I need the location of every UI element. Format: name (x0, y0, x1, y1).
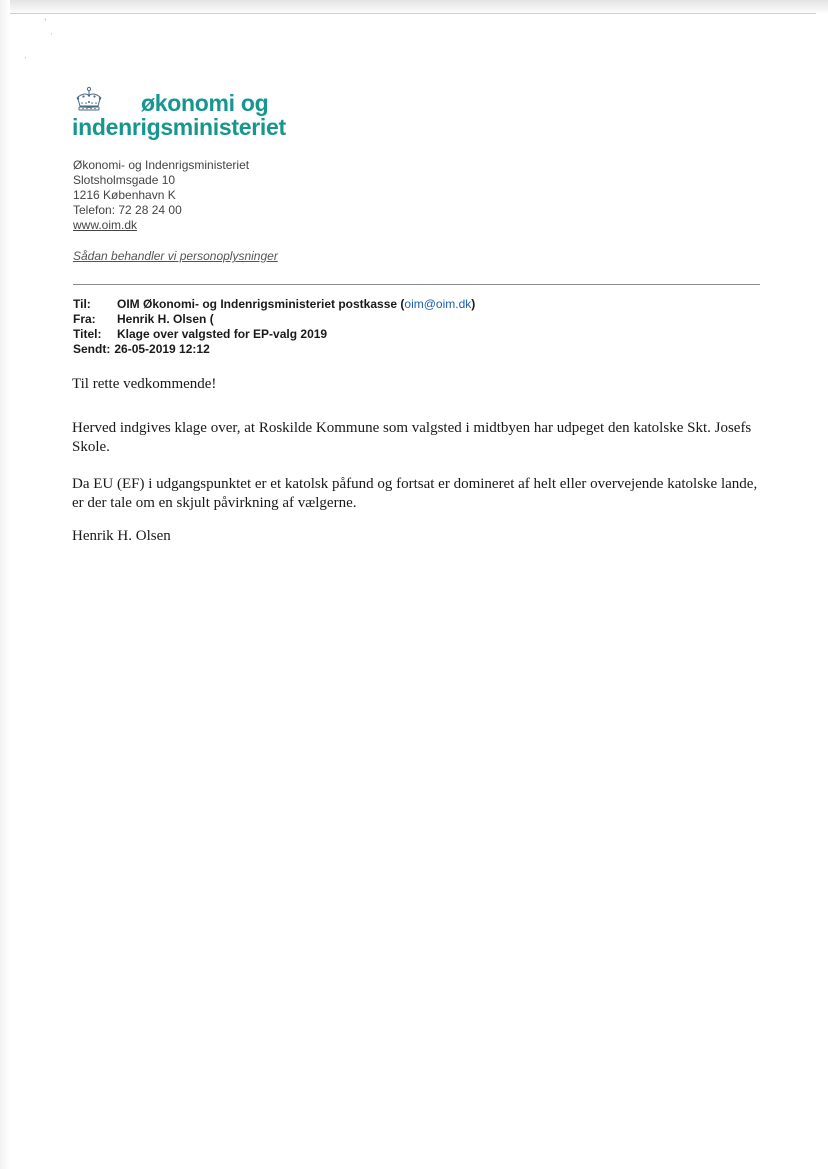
header-divider (73, 284, 760, 285)
website-link[interactable]: www.oim.dk (73, 218, 138, 232)
email-sent-label: Sendt: (73, 342, 111, 356)
email-header (73, 297, 475, 357)
scan-edge-line (0, 13, 816, 14)
logo-text-line1: økonomi og (141, 90, 269, 116)
sender-city: 1216 København K (73, 188, 176, 202)
email-paragraph-1: Herved indgives klage over, at Roskilde Kommune som valgsted i midtbyen har udpeget den katolske Skt. Josefs Skole. (72, 420, 752, 455)
royal-crown-icon (73, 86, 105, 114)
scan-left-shadow (0, 0, 10, 1169)
email-to-address-link[interactable]: oim@oim.dk (404, 297, 472, 311)
scan-speck: ʻ (44, 18, 47, 28)
email-to-close: ) (471, 297, 476, 311)
ministry-logo (72, 84, 286, 142)
email-sent-value: 26-05-2019 12:12 (114, 342, 210, 356)
email-to-row (73, 297, 475, 312)
sender-address-block (73, 158, 249, 233)
logo-text-line2: indenrigsministeriet (72, 114, 286, 140)
scan-speck: · (50, 30, 53, 40)
email-signature: Henrik H. Olsen (72, 528, 171, 544)
sender-phone: Telefon: 72 28 24 00 (73, 203, 182, 217)
email-from-row (73, 312, 475, 327)
scan-speck: · (24, 54, 27, 64)
email-greeting: Til rette vedkommende! (72, 376, 217, 392)
email-from-label: Fra: (73, 312, 96, 326)
email-subject-label: Titel: (73, 327, 102, 341)
email-paragraph-2: Da EU (EF) i udgangspunktet er et katolsk påfund og fortsat er domineret af helt eller overvejende katolske lande, er der tale om en skjult påvirkning af vælgerne. (72, 476, 758, 511)
email-from-value: Henrik H. Olsen ( (117, 312, 214, 326)
email-to-label: Til: (73, 297, 91, 311)
privacy-policy-link[interactable]: Sådan behandler vi personoplysninger (73, 249, 278, 263)
email-subject-value: Klage over valgsted for EP-valg 2019 (117, 327, 328, 341)
email-subject-row (73, 327, 475, 342)
email-to-value: OIM Økonomi- og Indenrigsministeriet postkasse ( (117, 297, 405, 311)
sender-name: Økonomi- og Indenrigsministeriet (73, 158, 250, 172)
email-sent-row (73, 342, 475, 357)
scan-top-edge (0, 0, 828, 14)
sender-street: Slotsholmsgade 10 (73, 173, 176, 187)
